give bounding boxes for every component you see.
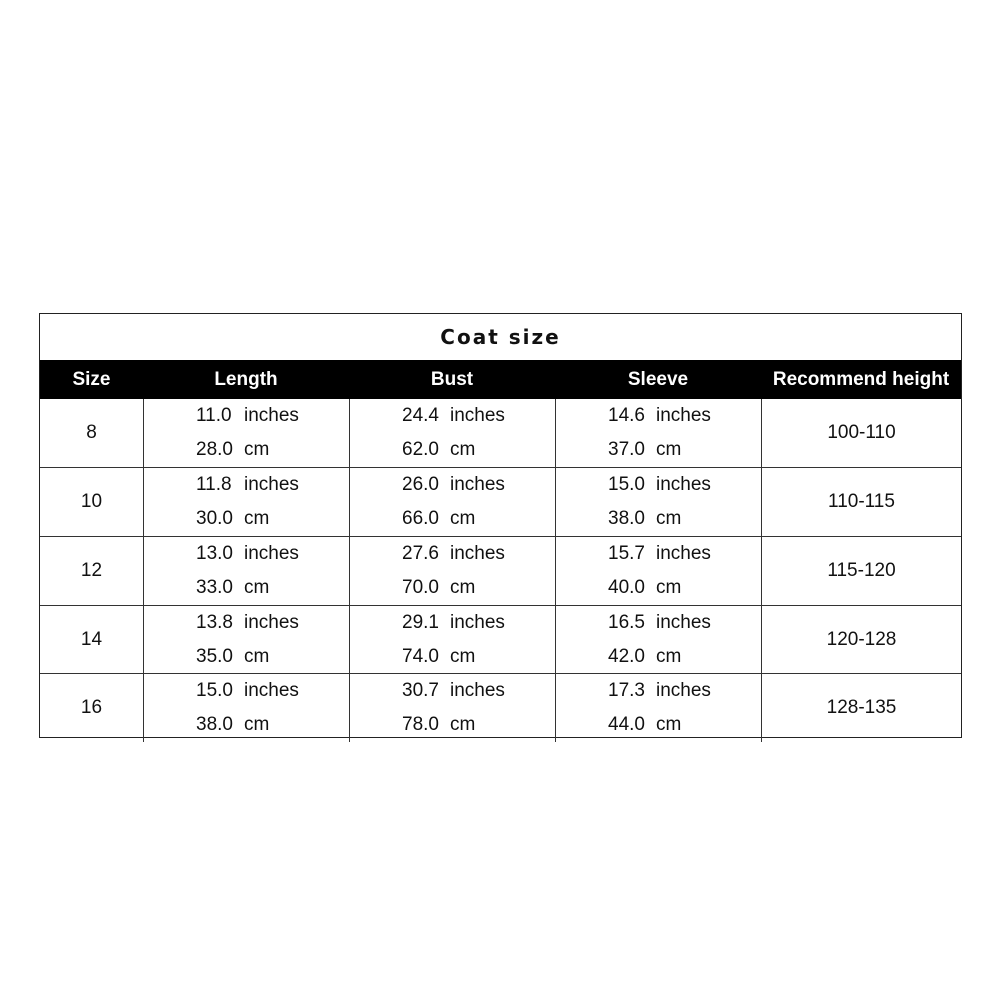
bust-inches-value: 30.7	[402, 680, 439, 701]
length-cm-value: 38.0	[196, 714, 233, 735]
bust-cm-unit: cm	[450, 508, 476, 529]
bust-cell	[349, 606, 555, 674]
table-title: Coat size	[440, 325, 561, 349]
sleeve-cm-unit: cm	[656, 646, 682, 667]
sleeve-cm	[608, 571, 761, 605]
length-inches-value: 15.0	[196, 680, 233, 701]
sleeve-cell	[555, 606, 761, 674]
bust-inches	[402, 399, 555, 433]
sleeve-cm	[608, 640, 761, 674]
length-inches-unit: inches	[244, 543, 299, 564]
sleeve-inches-unit: inches	[656, 543, 711, 564]
sleeve-inches	[608, 399, 761, 433]
bust-cm-value: 74.0	[402, 646, 439, 667]
sleeve-inches-value: 14.6	[608, 405, 645, 426]
length-cm-value: 28.0	[196, 439, 233, 460]
length-cm	[196, 571, 349, 605]
recommend-height-cell: 128-135	[761, 674, 961, 742]
bust-cm-unit: cm	[450, 714, 476, 735]
size-cell: 8	[86, 422, 97, 443]
sleeve-cm	[608, 708, 761, 742]
sleeve-inches	[608, 674, 761, 708]
bust-inches-value: 24.4	[402, 405, 439, 426]
length-inches	[196, 537, 349, 571]
bust-cm	[402, 708, 555, 742]
length-inches	[196, 606, 349, 640]
sleeve-cm-value: 44.0	[608, 714, 645, 735]
table-row	[40, 536, 961, 605]
sleeve-cm-value: 37.0	[608, 439, 645, 460]
length-cell	[143, 468, 349, 536]
length-cm-unit: cm	[244, 646, 270, 667]
size-cell: 16	[80, 697, 103, 718]
length-cm-unit: cm	[244, 439, 270, 460]
length-cm-value: 35.0	[196, 646, 233, 667]
length-inches	[196, 674, 349, 708]
bust-cm-value: 62.0	[402, 439, 439, 460]
size-cell: 14	[80, 629, 103, 650]
length-cell	[143, 674, 349, 742]
bust-cm-unit: cm	[450, 439, 476, 460]
bust-inches-value: 27.6	[402, 543, 439, 564]
length-cm-unit: cm	[244, 577, 270, 598]
sleeve-inches-unit: inches	[656, 405, 711, 426]
header-bust: Bust	[430, 368, 474, 390]
size-cell: 10	[80, 491, 103, 512]
recommend-height-cell: 110-115	[761, 468, 961, 536]
sleeve-cell	[555, 537, 761, 605]
sleeve-cm	[608, 433, 761, 467]
sleeve-cm-unit: cm	[656, 577, 682, 598]
length-cell	[143, 606, 349, 674]
length-inches-unit: inches	[244, 474, 299, 495]
sleeve-cm-unit: cm	[656, 439, 682, 460]
header-sleeve: Sleeve	[627, 368, 689, 390]
bust-cm-value: 70.0	[402, 577, 439, 598]
length-inches-value: 13.0	[196, 543, 233, 564]
length-cm	[196, 502, 349, 536]
bust-inches	[402, 606, 555, 640]
length-cell	[143, 537, 349, 605]
bust-cell	[349, 399, 555, 467]
length-cm-value: 30.0	[196, 508, 233, 529]
sleeve-cm-unit: cm	[656, 714, 682, 735]
header-recommend-height: Recommend height	[772, 368, 950, 390]
sleeve-cm-unit: cm	[656, 508, 682, 529]
sleeve-cell	[555, 399, 761, 467]
length-inches-value: 13.8	[196, 612, 233, 633]
length-cm	[196, 640, 349, 674]
table-row	[40, 399, 961, 467]
bust-cm-value: 66.0	[402, 508, 439, 529]
length-inches-value: 11.8	[196, 474, 232, 495]
recommend-height-cell: 120-128	[761, 606, 961, 674]
bust-cm	[402, 433, 555, 467]
sleeve-cm	[608, 502, 761, 536]
sleeve-inches-value: 17.3	[608, 680, 645, 701]
recommend-height-cell: 100-110	[761, 399, 961, 467]
length-inches-unit: inches	[244, 405, 299, 426]
sleeve-inches-unit: inches	[656, 612, 711, 633]
bust-inches-value: 29.1	[402, 612, 439, 633]
length-cell	[143, 399, 349, 467]
sleeve-inches-value: 15.0	[608, 474, 645, 495]
bust-inches-unit: inches	[450, 543, 505, 564]
size-cell: 12	[80, 560, 103, 581]
sleeve-inches-value: 16.5	[608, 612, 645, 633]
bust-inches-unit: inches	[450, 474, 505, 495]
recommend-height-cell: 115-120	[761, 537, 961, 605]
bust-cm	[402, 571, 555, 605]
bust-cm	[402, 640, 555, 674]
bust-cell	[349, 674, 555, 742]
table-row	[40, 467, 961, 536]
length-inches-unit: inches	[244, 680, 299, 701]
sleeve-cm-value: 42.0	[608, 646, 645, 667]
sleeve-inches	[608, 537, 761, 571]
sleeve-cell	[555, 674, 761, 742]
header-size: Size	[72, 368, 111, 390]
length-inches-unit: inches	[244, 612, 299, 633]
length-inches	[196, 399, 349, 433]
sleeve-inches-unit: inches	[656, 474, 711, 495]
size-chart-table	[39, 313, 962, 738]
length-inches	[196, 468, 349, 502]
bust-cm-value: 78.0	[402, 714, 439, 735]
length-cm	[196, 708, 349, 742]
length-cm-unit: cm	[244, 714, 270, 735]
bust-cell	[349, 537, 555, 605]
bust-inches-unit: inches	[450, 405, 505, 426]
bust-inches-value: 26.0	[402, 474, 439, 495]
bust-inches	[402, 537, 555, 571]
sleeve-cm-value: 40.0	[608, 577, 645, 598]
header-row	[40, 360, 961, 399]
sleeve-inches-value: 15.7	[608, 543, 645, 564]
table-row	[40, 673, 961, 739]
table-body	[40, 399, 961, 739]
bust-cm	[402, 502, 555, 536]
sleeve-inches-unit: inches	[656, 680, 711, 701]
bust-cm-unit: cm	[450, 577, 476, 598]
bust-cell	[349, 468, 555, 536]
bust-inches	[402, 468, 555, 502]
length-cm	[196, 433, 349, 467]
sleeve-inches	[608, 606, 761, 640]
table-row	[40, 605, 961, 673]
bust-inches	[402, 674, 555, 708]
sleeve-inches	[608, 468, 761, 502]
length-cm-unit: cm	[244, 508, 270, 529]
sleeve-cell	[555, 468, 761, 536]
length-inches-value: 11.0	[196, 405, 232, 426]
header-length: Length	[214, 368, 278, 390]
sleeve-cm-value: 38.0	[608, 508, 645, 529]
bust-inches-unit: inches	[450, 612, 505, 633]
length-cm-value: 33.0	[196, 577, 233, 598]
bust-cm-unit: cm	[450, 646, 476, 667]
bust-inches-unit: inches	[450, 680, 505, 701]
